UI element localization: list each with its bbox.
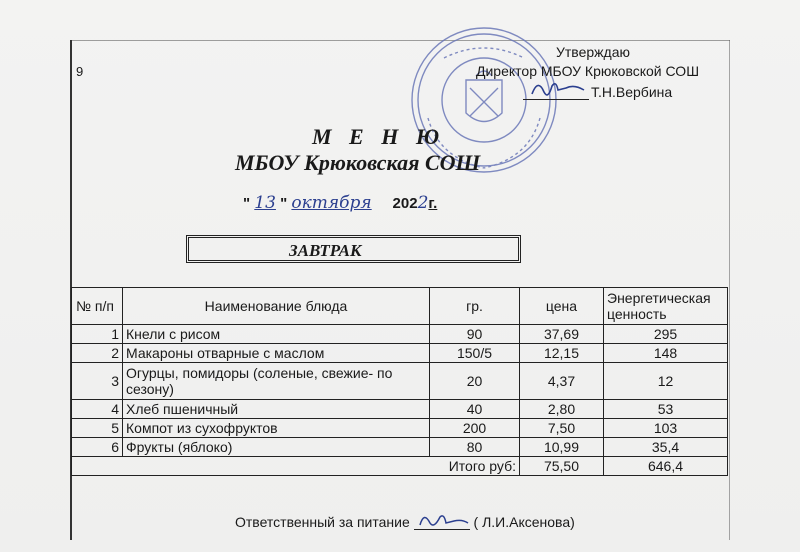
table-row — [72, 325, 728, 344]
row-number: 2 — [72, 344, 123, 363]
table-row — [72, 419, 728, 438]
school-name: МБОУ Крюковская СОШ — [235, 150, 481, 175]
date-year-prefix: 202 — [392, 195, 418, 212]
row-number: 6 — [72, 438, 123, 457]
date-day: 13 — [254, 193, 276, 213]
dish-name: Компот из сухофруктов — [123, 419, 430, 438]
header-energy: Энергетическая ценность — [604, 288, 728, 325]
date-month: октября — [291, 193, 372, 213]
total-price: 75,50 — [520, 457, 604, 476]
dish-grams: 80 — [430, 438, 520, 457]
director-signature — [528, 76, 588, 102]
table-row — [72, 344, 728, 363]
responsible-line — [235, 514, 575, 530]
row-number: 5 — [72, 419, 123, 438]
dish-energy: 53 — [604, 400, 728, 419]
director-name: Т.Н.Вербина — [591, 84, 673, 100]
total-row — [72, 457, 728, 476]
table-row — [72, 400, 728, 419]
page-number: 9 — [76, 64, 84, 79]
total-label: Итого руб: — [72, 457, 520, 476]
table-header-row — [72, 288, 728, 325]
table-row — [72, 363, 728, 400]
menu-table — [71, 287, 728, 476]
responsible-name: ( Л.И.Аксенова) — [473, 514, 575, 530]
responsible-label: Ответственный за питание — [235, 514, 410, 530]
date-year-end: г. — [428, 195, 438, 212]
approval-heading: Утверждаю — [556, 44, 630, 60]
header-grams: гр. — [430, 288, 520, 325]
responsible-signature-field — [414, 515, 470, 530]
dish-price: 37,69 — [520, 325, 604, 344]
total-energy: 646,4 — [604, 457, 728, 476]
dish-grams: 150/5 — [430, 344, 520, 363]
dish-grams: 90 — [430, 325, 520, 344]
dish-name: Хлеб пшеничный — [123, 400, 430, 419]
dish-name: Кнели с рисом — [123, 325, 430, 344]
row-number: 4 — [72, 400, 123, 419]
dish-name: Макароны отварные с маслом — [123, 344, 430, 363]
approval-position: Директор МБОУ Крюковской СОШ — [476, 63, 700, 79]
dish-energy: 295 — [604, 325, 728, 344]
header-name: Наименование блюда — [123, 288, 430, 325]
dish-grams: 40 — [430, 400, 520, 419]
dish-energy: 35,4 — [604, 438, 728, 457]
dish-name: Огурцы, помидоры (соленые, свежие- по сезону) — [123, 363, 430, 400]
dish-name: Фрукты (яблоко) — [123, 438, 430, 457]
dish-price: 2,80 — [520, 400, 604, 419]
meal-type-label: ЗАВТРАК — [289, 241, 362, 260]
dish-grams: 200 — [430, 419, 520, 438]
menu-date — [243, 193, 437, 213]
responsible-signature — [414, 509, 470, 531]
dish-energy: 103 — [604, 419, 728, 438]
dish-price: 4,37 — [520, 363, 604, 400]
dish-energy: 148 — [604, 344, 728, 363]
header-num: № п/п — [72, 288, 123, 325]
menu-title: М Е Н Ю — [312, 124, 446, 149]
date-year-suffix: 2 — [417, 193, 429, 213]
table-row — [72, 438, 728, 457]
meal-type-box — [186, 235, 521, 263]
dish-price: 12,15 — [520, 344, 604, 363]
row-number: 1 — [72, 325, 123, 344]
date-close-quote: " — [280, 195, 288, 212]
date-open-quote: " — [243, 195, 251, 212]
dish-price: 7,50 — [520, 419, 604, 438]
header-price: цена — [520, 288, 604, 325]
frame-right-line — [729, 40, 730, 540]
dish-price: 10,99 — [520, 438, 604, 457]
dish-energy: 12 — [604, 363, 728, 400]
dish-grams: 20 — [430, 363, 520, 400]
row-number: 3 — [72, 363, 123, 400]
